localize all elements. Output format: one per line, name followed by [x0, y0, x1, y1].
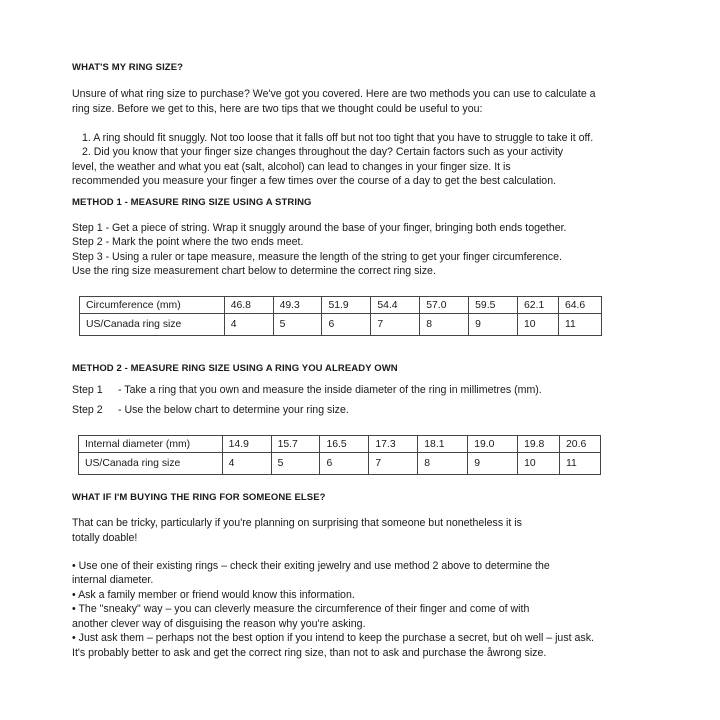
bullet-3-line-2: another clever way of disguising the reason why you're asking.	[72, 618, 366, 630]
table-cell: 49.3	[273, 297, 322, 314]
table-cell: 10	[518, 314, 559, 336]
bullet-1-line-2: internal diameter.	[72, 574, 154, 586]
someone-else-heading: WHAT IF I'M BUYING THE RING FOR SOMEONE ELSE?	[72, 492, 326, 503]
table-cell: 16.5	[320, 436, 369, 453]
table-header-circumference: Circumference (mm)	[80, 297, 225, 314]
table-cell: 59.5	[469, 297, 518, 314]
method-1-step-2: Step 2 - Mark the point where the two ends meet.	[72, 236, 304, 248]
bullet-3-line-1: • The "sneaky" way – you can cleverly measure the circumference of their finger and come of with	[72, 603, 530, 615]
method-2-step-1-label: Step 1	[72, 384, 103, 396]
someone-else-intro-2: totally doable!	[72, 532, 138, 544]
table-cell: 64.6	[558, 297, 601, 314]
method-1-step-1: Step 1 - Get a piece of string. Wrap it snuggly around the base of your finger, bringing both ends together.	[72, 222, 567, 234]
table-cell: 54.4	[371, 297, 420, 314]
table-cell: 9	[469, 314, 518, 336]
table-cell: 7	[371, 314, 420, 336]
method-1-heading: METHOD 1 - MEASURE RING SIZE USING A STRING	[72, 197, 312, 208]
table-cell: 4	[222, 453, 271, 475]
method-2-step-2-text: - Use the below chart to determine your ring size.	[118, 404, 349, 416]
tip-2-line-1: 2. Did you know that your finger size changes throughout the day? Certain factors such as your activity	[82, 146, 564, 158]
table-cell: 6	[322, 314, 371, 336]
tip-2-line-3: recommended you measure your finger a few times over the course of a day to get the best calculation.	[72, 175, 557, 187]
bullet-4-line-2: It's probably better to ask and get the correct ring size, than not to ask and purchase the åwrong size.	[72, 647, 547, 659]
bullet-1-line-1: • Use one of their existing rings – check their exiting jewelry and use method 2 above to determine the	[72, 560, 550, 572]
table-cell: 6	[320, 453, 369, 475]
circumference-size-table	[79, 296, 602, 336]
someone-else-intro-1: That can be tricky, particularly if you're planning on surprising that someone but nonetheless it is	[72, 517, 522, 529]
bullet-2: • Ask a family member or friend would know this information.	[72, 589, 355, 601]
table-cell: 8	[420, 314, 469, 336]
table-header-diameter: Internal diameter (mm)	[79, 436, 223, 453]
table-cell: 11	[560, 453, 601, 475]
method-2-step-1-text: - Take a ring that you own and measure the inside diameter of the ring in millimetres (mm).	[118, 384, 542, 396]
table-cell: 57.0	[420, 297, 469, 314]
page-title: WHAT'S MY RING SIZE?	[72, 62, 184, 73]
table-cell: 9	[468, 453, 518, 475]
table-cell: 10	[518, 453, 560, 475]
bullet-4-line-1: • Just ask them – perhaps not the best option if you intend to keep the purchase a secret, but oh well – just ask.	[72, 632, 594, 644]
method-1-step-4: Use the ring size measurement chart below to determine the correct ring size.	[72, 265, 436, 277]
table-cell: 7	[369, 453, 418, 475]
table-cell: 5	[273, 314, 322, 336]
table-cell: 4	[224, 314, 273, 336]
table-cell: 17.3	[369, 436, 418, 453]
table-cell: 11	[558, 314, 601, 336]
table-cell: 14.9	[222, 436, 271, 453]
table-header-ring-size: US/Canada ring size	[79, 453, 223, 475]
intro-line-2: ring size. Before we get to this, here are two tips that we thought could be useful to you:	[72, 103, 483, 115]
table-cell: 19.8	[518, 436, 560, 453]
table-cell: 5	[271, 453, 320, 475]
diameter-size-table	[78, 435, 601, 475]
table-cell: 46.8	[224, 297, 273, 314]
method-1-step-3: Step 3 - Using a ruler or tape measure, measure the length of the string to get your finger circumference.	[72, 251, 562, 263]
table-cell: 18.1	[418, 436, 468, 453]
table-cell: 51.9	[322, 297, 371, 314]
table-cell: 15.7	[271, 436, 320, 453]
table-header-ring-size: US/Canada ring size	[80, 314, 225, 336]
table-cell: 8	[418, 453, 468, 475]
method-2-heading: METHOD 2 - MEASURE RING SIZE USING A RING YOU ALREADY OWN	[72, 363, 398, 374]
method-2-step-2-label: Step 2	[72, 404, 103, 416]
tip-2-line-2: level, the weather and what you eat (salt, alcohol) can lead to changes in your finger size. It is	[72, 161, 511, 173]
table-cell: 19.0	[468, 436, 518, 453]
table-cell: 62.1	[518, 297, 559, 314]
intro-line-1: Unsure of what ring size to purchase? We've got you covered. Here are two methods you can use to calculate a	[72, 88, 596, 100]
tip-1: 1. A ring should fit snuggly. Not too loose that it falls off but not too tight that you have to struggle to take it off.	[82, 132, 594, 144]
table-cell: 20.6	[560, 436, 601, 453]
